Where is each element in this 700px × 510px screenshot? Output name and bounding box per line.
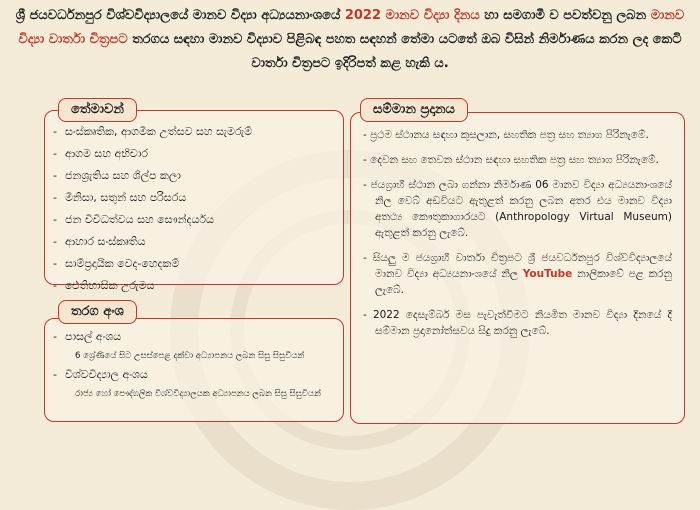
intro-film-highlight: මානව විද්‍යා වාර්තා චිත්‍රපට [18, 8, 685, 47]
theme-item: - ජනශ්‍රැතිය සහ ශිල්ප කලා [53, 169, 181, 182]
awards-box [350, 112, 685, 424]
theme-item: - සංස්කෘතික, ආගමික උත්සව සහ සැමරුම් [53, 125, 253, 138]
youtube-label: YouTube [522, 268, 573, 280]
award-item: - ප්‍රථම ස්ථානය සඳහා කුසලාන, සහතික පත්‍ර සහ ත්‍යාග පිරිනැමේ. [363, 129, 649, 141]
theme-item: - ඓතිහාසික උරුමය [53, 279, 155, 292]
categories-title: තරග අංශ [58, 300, 137, 324]
intro-text-3: තරගය සඳහා මානව විද්‍යාව පිළිබඳ පහත සඳහන් තේමා යටතේ ඔබ විසින් නිර්මාණය කරන ලද කෙටි වාර්තා චිත්‍රපට ඉදිරිපත් කළ හැකි ය. [127, 32, 682, 71]
themes-title: තේමාවන් [58, 98, 137, 122]
awards-list [351, 113, 684, 339]
school-category-note: 6 ශ්‍රේණියේ සිට උසස්පෙළ දක්වා අධ්‍යාපනය ලබන සිසු සිසුවියන් [75, 351, 305, 361]
theme-item: - ආහාර සංස්කෘතිය [53, 235, 146, 248]
award-item: - සියලු ම ජයග්‍රාහී වාර්තා චිත්‍රපට ශ්‍රී ජයවර්ධනපුර විශ්වවිද්‍යාලයේ මානව විද්‍යා අධ්‍යයනාංශයේ නිල YouTube නාලිකාවේ පළ කරනු ලැබේ. [363, 252, 672, 296]
intro-text-2: හා සමගාමී ව පවත්වනු ලබන [479, 8, 651, 23]
school-category: - පාසල් අංශය 6 ශ්‍රේණියේ සිට උසස්පෙළ දක්වා අධ්‍යාපනය ලබන සිසු සිසුවියන් - විශ්වවිද්‍යාල අංශය රාජ්‍ය හෝ පෞද්ගලික විශ්වවිද්‍යාලයක අධ්‍යාපනය ලබන සිසු සිසුවියන් [45, 319, 343, 403]
categories-box [44, 318, 344, 422]
school-category-label: පාසල් අංශය [65, 330, 122, 343]
university-category-label: විශ්වවිද්‍යාල අංශය [65, 368, 148, 381]
theme-item: - ආගම සහ අභිචාර [53, 147, 149, 160]
intro-paragraph [10, 4, 690, 76]
award-item: - ජයග්‍රාහී ස්ථාන ලබා ගන්නා නිර්මාණ 06 මානව විද්‍යා අධ්‍යයනාංශයේ නිල වෙබ් අඩවියට ඇතුළත් කරනු ලබන අතර එය මානව විද්‍යා අතථ්‍ය කෞතුකාගාරයට (Anthropology Virtual Museum) ඇතුළත් කරනු ලැබේ. [363, 179, 672, 239]
theme-item: - ජන විවිධත්වය සහ සෞන්දර්යය [53, 213, 214, 226]
intro-text-1: ශ්‍රී ජයවර්ධනපුර විශ්වවිද්‍යාලයේ මානව විද්‍යා අධ්‍යයනාංශයේ [15, 8, 345, 23]
themes-list [45, 111, 343, 297]
themes-box [44, 110, 344, 292]
award-item: - දෙවන සහ තෙවන ස්ථාන සඳහා සහතික පත්‍ර සහ ත්‍යාග පිරිනැමේ. [363, 154, 659, 166]
university-category-note: රාජ්‍ය හෝ පෞද්ගලික විශ්වවිද්‍යාලයක අධ්‍යාපනය ලබන සිසු සිසුවියන් [75, 389, 321, 399]
theme-item: - මිනිසා, සතුන් සහ පරිසරය [53, 191, 187, 204]
theme-item: - සාම්ප්‍රදායික වෙද-හෙදකම් [53, 257, 180, 270]
intro-year-highlight: 2022 මානව විද්‍යා දිනය [344, 8, 480, 23]
awards-title: සම්මාන ප්‍රදානය [360, 98, 468, 122]
award-item: - 2022 දෙසැම්බර් මස පැවැත්වීමට නියමිත මානව විද්‍යා දිනයේ දී සම්මාන ප්‍රදානෝත්සවය සිදු කරනු ලැබේ. [363, 309, 672, 337]
